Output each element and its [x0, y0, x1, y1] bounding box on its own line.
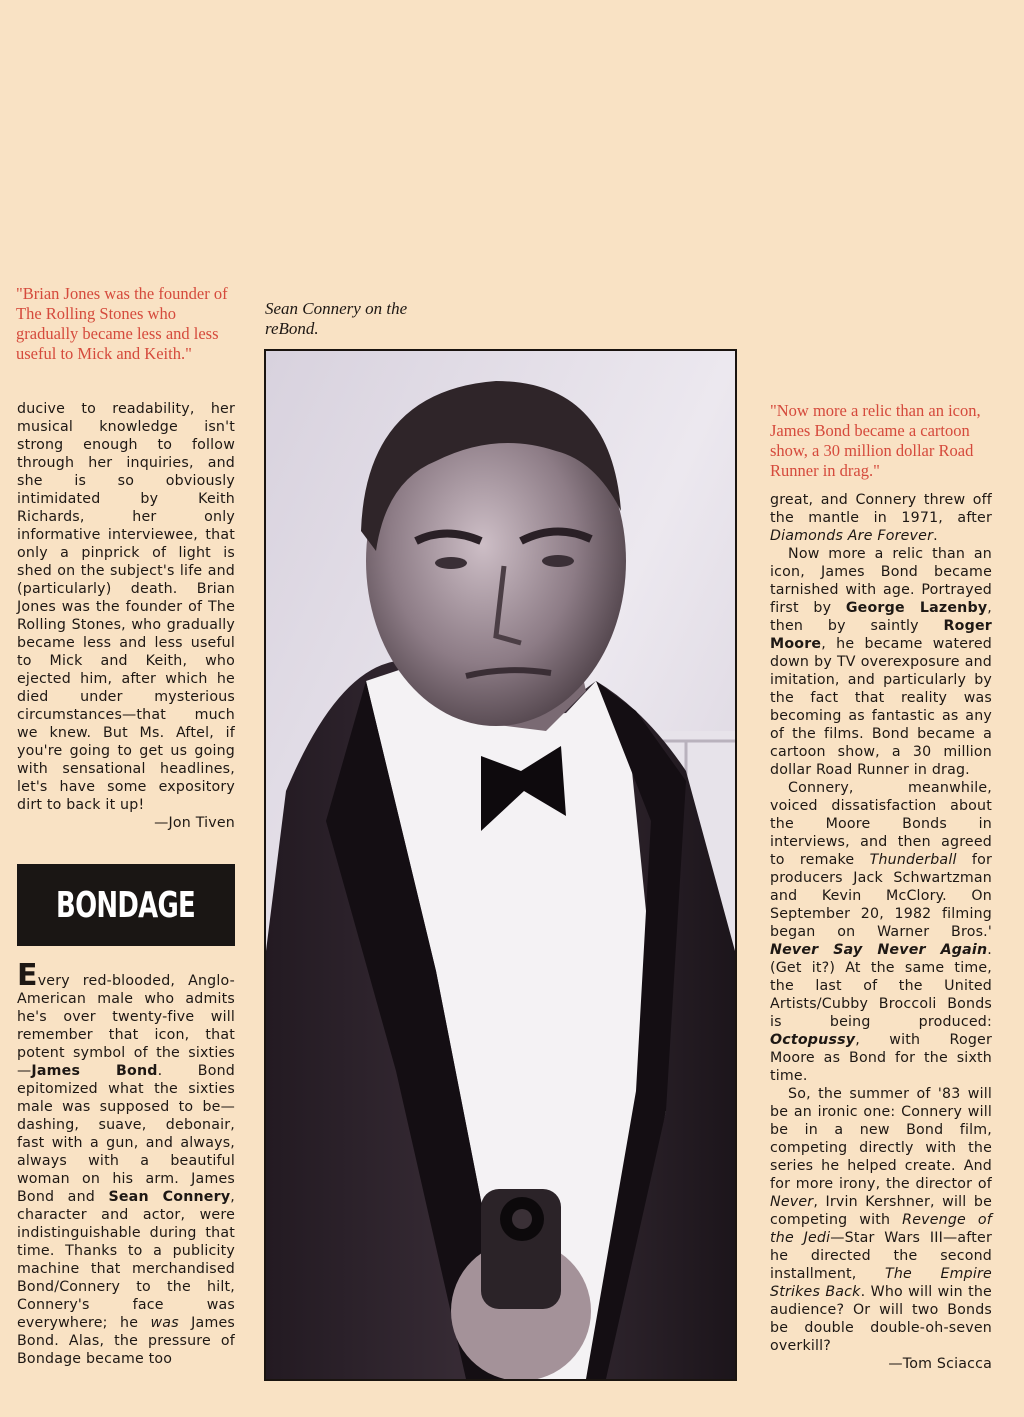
- text-run: for producers Jack Schwartzman and Kevin McClory. On September 20, 1982 filming began on Warner Bros.': [770, 852, 992, 940]
- text-run: Connery, meanwhile, voiced dissatisfaction about the Moore Bonds in interviews, and then agreed to remake: [770, 780, 992, 868]
- text-run: . (Get it?) At the same time, the last of the United Artists/Cubby Broccoli Bonds is being produced:: [770, 942, 992, 1030]
- text-run: James Bond. Alas, the pressure of Bondage became too: [17, 1315, 235, 1367]
- bondage-right-column: [770, 491, 992, 1373]
- text-run: great, and Connery threw off the mantle in 1971, after: [770, 492, 992, 526]
- right-paragraph-3: [770, 779, 992, 1085]
- film-empire-strikes-back: The Empire Strikes Back: [770, 1266, 992, 1300]
- review-column: [17, 400, 235, 832]
- film-never: Never: [770, 1194, 814, 1210]
- text-run: , Irvin Kershner, will be competing with: [770, 1194, 992, 1228]
- text-run: —Star Wars III—after he directed the second installment,: [770, 1230, 992, 1282]
- text-run: , he became watered down by TV overexposure and imitation, and particularly by the fact that reality was becoming as fantastic as any of the films. Bond became a cartoon show, a 30 million dollar Road Runner in drag.: [770, 636, 992, 778]
- sean-connery-photo: [264, 349, 737, 1381]
- bondage-left-column: [17, 958, 235, 1368]
- text-run: , character and actor, were indistinguishable during that time. Thanks to a publicity machine that merchandised Bond/Connery to the hilt, Connery's face was everywhere; he: [17, 1189, 235, 1331]
- right-paragraph-4: [770, 1085, 992, 1355]
- bondage-paragraph-1: [17, 958, 235, 1368]
- right-paragraph-1: [770, 491, 992, 545]
- film-never-say-never-again: Never Say Never Again: [770, 942, 988, 958]
- film-revenge-of-the-jedi: Revenge of the Jedi: [770, 1212, 992, 1246]
- name-sean-connery: Sean Connery: [108, 1189, 231, 1205]
- text-run: . Bond epitomized what the sixties male was supposed to be—dashing, suave, debonair, fast with a gun, and always, always with a beautiful woman on his arm. James Bond and: [17, 1063, 235, 1205]
- section-title-bondage: [17, 864, 235, 946]
- film-octopussy: Octopussy: [770, 1032, 856, 1048]
- drop-cap: E: [17, 958, 38, 993]
- text-run: So, the summer of '83 will be an ironic one: Connery will be in a new Bond film, competing directly with the series he helped create. And for more irony, the director of: [770, 1086, 992, 1192]
- emphasis-was: was: [150, 1315, 179, 1331]
- text-run: very red-blooded, Anglo-American male who admits he's over twenty-five will remember that icon, that potent symbol of the sixties—: [17, 973, 235, 1079]
- right-signature: —Tom Sciacca: [888, 1356, 992, 1372]
- photo-caption: Sean Connery on the reBond.: [265, 299, 408, 338]
- film-thunderball: Thunderball: [869, 852, 957, 868]
- pull-quote-relic: "Now more a relic than an icon, James Bond became a cartoon show, a 30 million dollar Road Runner in drag.": [770, 401, 981, 480]
- name-roger-moore: Roger Moore: [770, 618, 992, 652]
- section-title-text: BONDAGE: [56, 884, 196, 926]
- name-george-lazenby: George Lazenby: [845, 600, 988, 616]
- text-run: .: [933, 528, 938, 544]
- name-james-bond: James Bond: [31, 1063, 158, 1079]
- text-run: , with Roger Moore as Bond for the sixth time.: [770, 1032, 992, 1084]
- right-paragraph-2: [770, 545, 992, 779]
- review-signature: —Jon Tiven: [154, 815, 235, 831]
- text-run: , then by saintly: [770, 600, 992, 634]
- text-run: . Who will win the audience? Or will two Bonds be double double-oh-seven overkill?: [770, 1284, 992, 1354]
- text-run: Now more a relic than an icon, James Bond became tarnished with age. Portrayed first by: [770, 546, 992, 616]
- film-diamonds-are-forever: Diamonds Are Forever: [770, 528, 934, 544]
- pull-quote-brian-jones: "Brian Jones was the founder of The Rolling Stones who gradually became less and less useful to Mick and Keith.": [16, 284, 228, 363]
- portrait-illustration: [266, 351, 735, 1379]
- review-paragraph: ducive to readability, her musical knowledge isn't strong enough to follow through her inquiries, and she is so obviously intimidated by Keith Richards, her only informative interviewee, that only a pinprick of light is shed on the subject's life and (particularly) death. Brian Jones was the founder of The Rolling Stones, who gradually became less and less useful to Mick and Keith, who ejected him, after which he died under mysterious circumstances—that much we knew. But Ms. Aftel, if you're going to get us going with sensational headlines, let's have some expository dirt to back it up!: [17, 401, 235, 813]
